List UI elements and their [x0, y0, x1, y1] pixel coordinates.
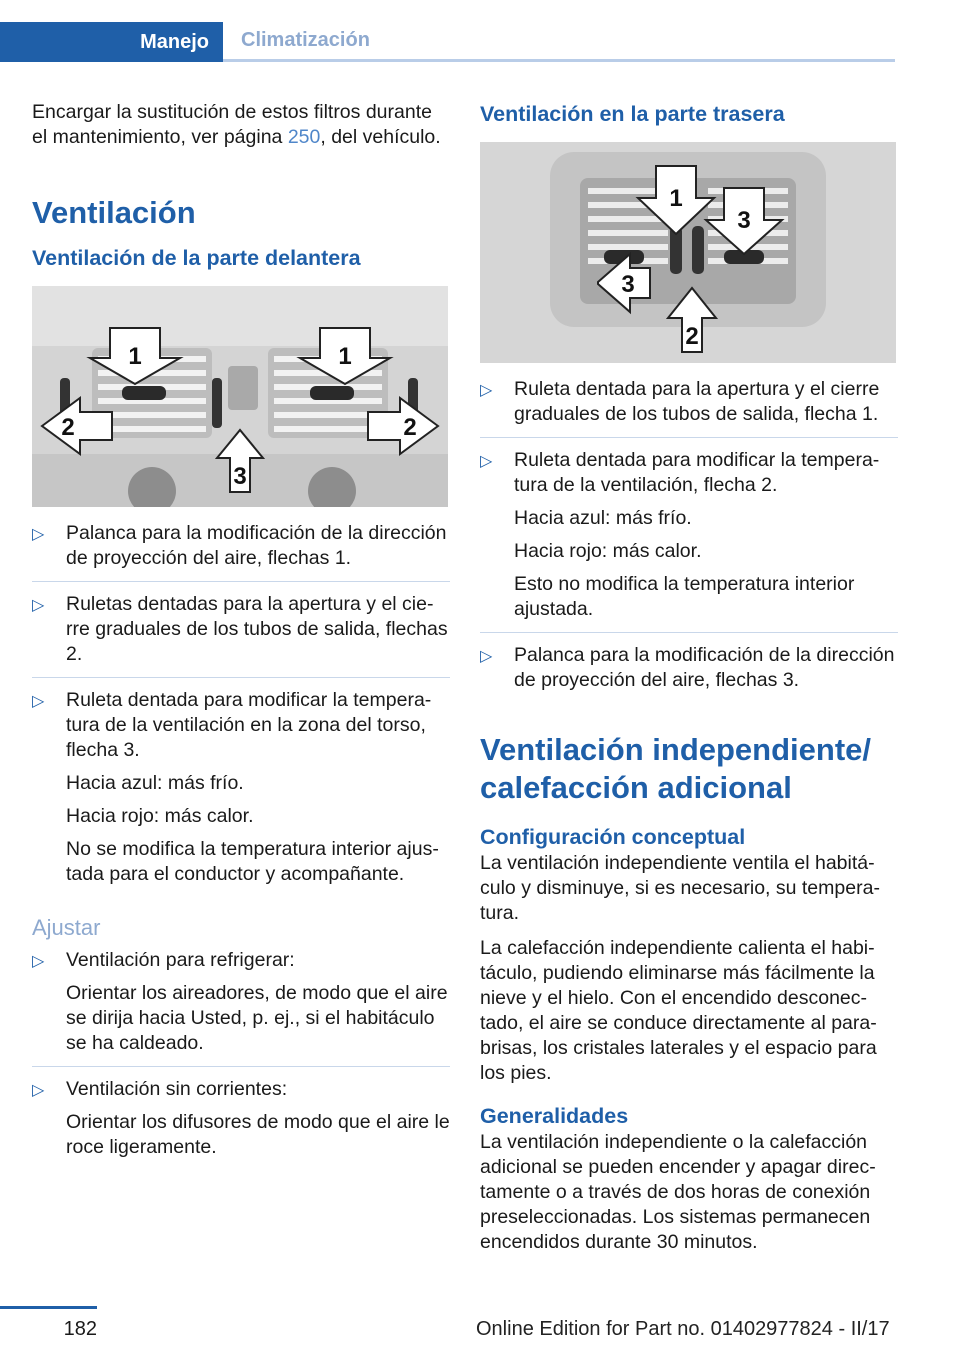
front-fig-label-1a: 1: [128, 343, 142, 370]
front-vents-svg: [32, 286, 448, 507]
intro-paragraph: Encargar la sustitución de estos filtros durante el mantenimiento, ver página 250, del vehículo.: [32, 101, 441, 148]
rear-fig-label-2: 2: [685, 323, 699, 350]
ajustar-bullet-list: [32, 948, 450, 1170]
rear-fig-label-3a: 3: [737, 207, 751, 234]
triangle-bullet-icon: ▷: [32, 953, 45, 970]
triangle-bullet-icon: ▷: [32, 693, 45, 710]
subsection-title-front: Ventilación de la parte delantera: [32, 246, 361, 270]
rear-bullet-list: [480, 377, 898, 703]
triangle-bullet-icon: ▷: [32, 597, 45, 614]
rear-vents-svg: [480, 142, 896, 363]
list-item: ▷ Ruleta dentada para modificar la temperatura de la ventilación en la zona del torso, flecha 3. Hacia azul: más frío. Hacia rojo: más calor. No se modifica la temperatura interior ajustada para el conductor y acompañante.: [32, 689, 439, 885]
subsection-title-configuracion: Configuración conceptual: [480, 825, 746, 849]
subsection-title-ajustar: Ajustar: [32, 915, 101, 940]
triangle-bullet-icon: ▷: [32, 1082, 45, 1099]
page-number: 182: [63, 1318, 97, 1340]
triangle-bullet-icon: ▷: [480, 453, 493, 470]
front-bullet-list: [32, 521, 450, 897]
front-fig-label-2a: 2: [61, 414, 75, 441]
section-title: Ventilación: [32, 195, 196, 230]
list-item: ▷ Palanca para la modificación de la dirección de proyección del aire, flechas 1.: [32, 521, 450, 582]
page-link[interactable]: 250: [287, 126, 321, 148]
list-item: ▷ Ventilación sin corrientes: Orientar los difusores de modo que el aire le roce ligeramente.: [32, 1078, 450, 1158]
rear-fig-label-1: 1: [669, 185, 683, 212]
list-item: ▷ Palanca para la modificación de la dirección de proyección del aire, flechas 3.: [480, 644, 895, 691]
triangle-bullet-icon: ▷: [480, 648, 493, 665]
front-fig-label-3: 3: [233, 463, 247, 490]
paragraph: La ventilación independiente ventila el habitáculo y disminuye, si es necesario, su temperatura.: [480, 852, 880, 924]
front-fig-label-2b: 2: [403, 414, 417, 441]
section-title-independiente: Ventilación independiente/ calefacción adicional: [480, 732, 872, 805]
left-column: [32, 100, 450, 1180]
front-fig-label-1b: 1: [338, 343, 352, 370]
rear-vents-figure: [480, 142, 896, 363]
page-header: [0, 0, 960, 62]
paragraph: La calefacción independiente calienta el habitáculo, pudiendo eliminarse más fácilmente la nieve y el hielo. Con el encendido desconectado, el aire se conduce directamente al parabrisas, los cristales laterales y el espacio para los pies.: [480, 937, 877, 1084]
list-item: ▷ Ruleta dentada para la apertura y el cierre graduales de los tubos de salida, flecha 1.: [480, 377, 898, 438]
right-column: [480, 100, 898, 1265]
edition-footer: Online Edition for Part no. 01402977824 - II/17: [476, 1318, 890, 1340]
subsection-title-generalidades: Generalidades: [480, 1104, 629, 1128]
front-vents-figure: [32, 286, 448, 507]
tab-manejo[interactable]: Manejo: [0, 22, 223, 62]
rear-fig-label-3b: 3: [621, 271, 635, 298]
list-item: ▷ Ruletas dentadas para la apertura y el cierre graduales de los tubos de salida, flechas 2.: [32, 592, 450, 678]
triangle-bullet-icon: ▷: [32, 526, 45, 543]
triangle-bullet-icon: ▷: [480, 382, 493, 399]
list-item: ▷ Ventilación para refrigerar: Orientar los aireadores, de modo que el aire se dirija hacia Usted, p. ej., si el habitáculo se ha caldeado.: [32, 948, 450, 1067]
page-number-rule: [0, 1306, 97, 1309]
tab-climatizacion[interactable]: Climatización: [223, 22, 895, 62]
paragraph: La ventilación independiente o la calefacción adicional se pueden encender y apagar directamente o a través de dos horas de conexión preseleccionadas. Los sistemas permanecen encendidos durante 30 minutos.: [480, 1131, 876, 1253]
list-item: ▷ Ruleta dentada para modificar la temperatura de la ventilación, flecha 2. Hacia azul: más frío. Hacia rojo: más calor. Esto no modifica la temperatura interior ajustada.: [480, 448, 898, 633]
subsection-title-rear: Ventilación en la parte trasera: [480, 102, 785, 126]
